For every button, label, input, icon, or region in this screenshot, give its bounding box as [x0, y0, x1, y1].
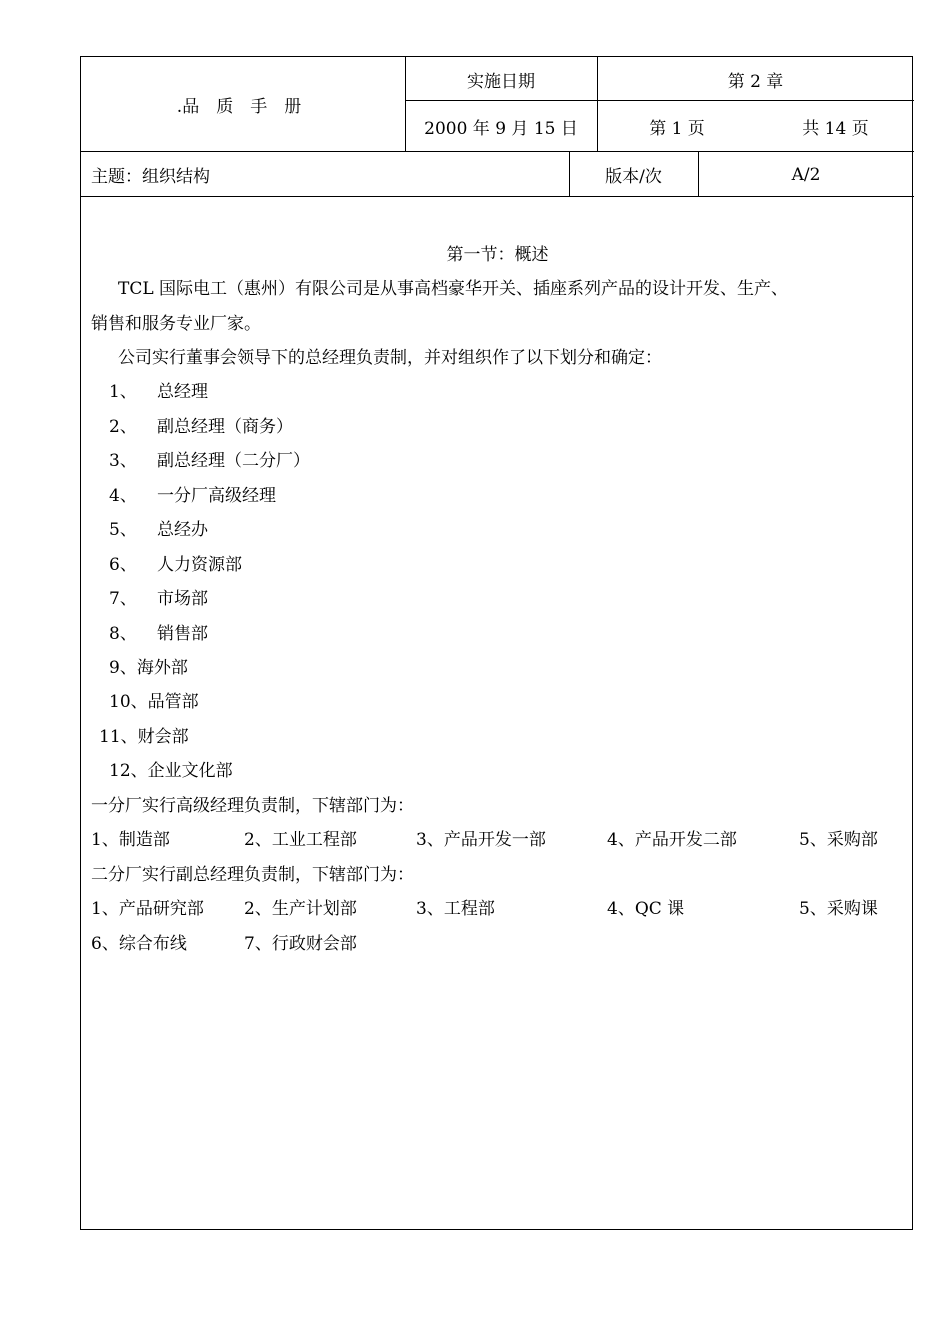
list-item-name: 品管部	[147, 692, 199, 712]
list-item	[99, 720, 189, 754]
list-item-number: 1、	[109, 382, 137, 402]
section-title: 第一节：概述	[446, 245, 549, 265]
factory1-dept: 1、制造部	[91, 830, 170, 850]
list-item	[109, 651, 188, 685]
list-item-name: 企业文化部	[147, 761, 233, 781]
factory1-dept: 2、工业工程部	[244, 830, 357, 850]
factory2-dept: 7、行政财会部	[244, 934, 357, 954]
list-item-name: 人力资源部	[157, 555, 242, 575]
list-item	[109, 617, 208, 651]
factory2-dept: 4、QC 课	[607, 899, 685, 919]
page-total: 共 14 页	[802, 119, 869, 139]
list-item-number: 4、	[109, 486, 137, 506]
list-item-name: 副总经理（商务）	[157, 417, 293, 437]
list-item	[109, 479, 276, 513]
list-item-name: 海外部	[136, 658, 188, 678]
list-item-name: 市场部	[157, 589, 208, 609]
factory1-intro: 一分厂实行高级经理负责制，下辖部门为：	[91, 796, 414, 816]
factory2-dept: 6、综合布线	[91, 934, 187, 954]
factory2-dept: 5、采购课	[799, 899, 878, 919]
version-label: 版本/次	[605, 167, 662, 187]
impl-date-label: 实施日期	[467, 71, 535, 92]
factory1-dept: 5、采购部	[799, 830, 878, 850]
factory2-dept: 3、工程部	[416, 899, 495, 919]
list-item-number: 8、	[109, 624, 137, 644]
list-item-name: 总经理	[157, 382, 208, 402]
list-item	[109, 582, 208, 616]
factory2-dept: 1、产品研究部	[91, 899, 204, 919]
page-current: 第 1 页	[649, 119, 705, 139]
list-item-name: 一分厂高级经理	[157, 486, 276, 506]
intro-line-2: 销售和服务专业厂家。	[91, 314, 261, 334]
list-item-name: 总经办	[157, 520, 208, 540]
list-item	[109, 548, 242, 582]
list-item-number: 6、	[109, 555, 137, 575]
manual-title: .品 质 手 册	[176, 97, 302, 117]
list-item-number: 5、	[109, 520, 137, 540]
document-frame	[80, 56, 913, 1230]
list-item-number: 7、	[109, 589, 137, 609]
list-item	[109, 754, 233, 788]
list-item	[109, 410, 293, 444]
factory2-intro: 二分厂实行副总经理负责制，下辖部门为：	[91, 865, 414, 885]
chapter-label: 第 2 章	[727, 71, 784, 92]
list-item-name: 财会部	[137, 727, 189, 747]
intro-line-1: TCL 国际电工（惠州）有限公司是从事高档豪华开关、插座系列产品的设计开发、生产、	[118, 279, 789, 299]
factory1-dept: 4、产品开发二部	[607, 830, 737, 850]
list-item	[109, 444, 310, 478]
list-item-name: 副总经理（二分厂）	[157, 451, 310, 471]
list-item-number: 2、	[109, 417, 137, 437]
factory1-dept: 3、产品开发一部	[416, 830, 546, 850]
list-item	[109, 685, 199, 719]
list-item	[109, 375, 208, 409]
list-item-name: 销售部	[157, 624, 208, 644]
intro-line-3: 公司实行董事会领导下的总经理负责制，并对组织作了以下划分和确定：	[118, 348, 662, 368]
list-item-number: 10、	[109, 692, 148, 712]
list-item-number: 11、	[99, 727, 138, 747]
list-item-number: 9、	[109, 658, 137, 678]
list-item-number: 3、	[109, 451, 137, 471]
list-item-number: 12、	[109, 761, 148, 781]
factory2-dept: 2、生产计划部	[244, 899, 357, 919]
impl-date-value: 2000 年 9 月 15 日	[424, 119, 578, 139]
subject-label: 主题：组织结构	[91, 167, 210, 187]
list-item	[109, 513, 208, 547]
version-value: A/2	[791, 164, 821, 185]
